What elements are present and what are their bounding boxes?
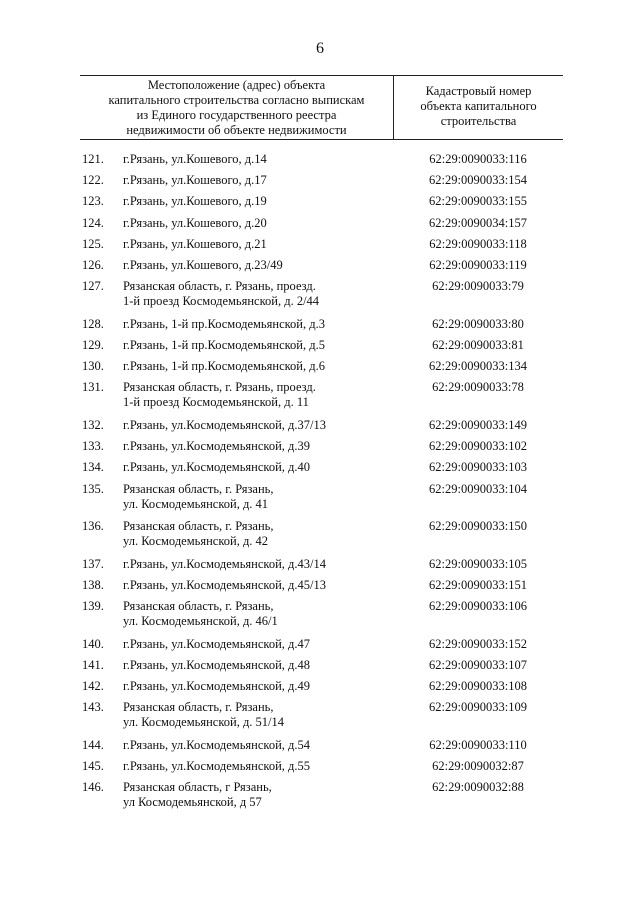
- row-address: [123, 317, 393, 332]
- address-line: г.Рязань, ул.Кошевого, д.14: [123, 152, 267, 166]
- row-number: 131.: [82, 380, 104, 395]
- row-number: 121.: [82, 152, 104, 166]
- address-line: Рязанская область, г. Рязань,: [123, 481, 274, 496]
- address-line: ул. Космодемьянской, д. 46/1: [123, 614, 278, 629]
- row-cadastral-number: 62:29:0090033:155: [429, 194, 527, 209]
- address-line: г.Рязань, 1-й пр.Космодемьянской, д.5: [123, 338, 325, 352]
- cadastral-header-line: строительства: [440, 114, 517, 128]
- address-line: г.Рязань, ул.Кошевого, д.19: [123, 194, 267, 209]
- row-cadastral-number: 62:29:0090033:134: [429, 359, 527, 374]
- address-line: ул Космодемьянской, д 57: [123, 795, 262, 810]
- row-address: [123, 578, 393, 593]
- row-address: [123, 418, 393, 433]
- row-cadastral-number: 62:29:0090033:81: [432, 338, 524, 352]
- address-line: Рязанская область, г. Рязань, проезд.: [123, 380, 316, 395]
- row-cadastral-number: 62:29:0090033:102: [429, 439, 527, 454]
- row-address: [123, 519, 393, 549]
- row-cadastral-number: 62:29:0090034:157: [429, 215, 527, 230]
- address-line: г.Рязань, 1-й пр.Космодемьянской, д.3: [123, 316, 325, 331]
- address-line: Рязанская область, г. Рязань,: [123, 700, 274, 715]
- row-cadastral-number: 62:29:0090033:109: [429, 700, 527, 715]
- row-number: 125.: [82, 236, 104, 251]
- row-address: [123, 482, 393, 512]
- row-cadastral-number: 62:29:0090032:87: [432, 759, 524, 774]
- row-cadastral-number: 62:29:0090033:110: [429, 738, 527, 752]
- row-cadastral-number: 62:29:0090033:104: [429, 481, 527, 496]
- row-number: 133.: [82, 439, 104, 454]
- cadastral-header-line: объекта капитального: [420, 99, 537, 113]
- row-cadastral-number: 62:29:0090033:108: [429, 679, 527, 694]
- address-line: г.Рязань, ул.Космодемьянской, д.45/13: [123, 578, 326, 592]
- row-number: 123.: [82, 194, 104, 209]
- row-address: [123, 759, 393, 774]
- row-number: 126.: [82, 258, 104, 272]
- row-cadastral-number: 62:29:0090033:118: [429, 236, 527, 251]
- row-number: 141.: [82, 658, 104, 672]
- address-line: г.Рязань, ул.Космодемьянской, д.37/13: [123, 418, 326, 432]
- row-number: 138.: [82, 578, 104, 592]
- row-address: [123, 637, 393, 652]
- address-line: ул. Космодемьянской, д. 41: [123, 496, 269, 511]
- address-line: г.Рязань, ул.Космодемьянской, д.49: [123, 679, 310, 694]
- row-number: 139.: [82, 599, 104, 614]
- address-line: г.Рязань, ул.Космодемьянской, д.40: [123, 460, 310, 475]
- address-line: Рязанская область, г Рязань,: [123, 780, 272, 795]
- row-number: 136.: [82, 519, 104, 534]
- row-cadastral-number: 62:29:0090033:79: [432, 279, 524, 294]
- row-address: [123, 258, 393, 273]
- row-number: 143.: [82, 700, 104, 715]
- row-address: [123, 194, 393, 209]
- row-number: 130.: [82, 359, 104, 374]
- address-line: ул. Космодемьянской, д. 42: [123, 534, 269, 549]
- row-address: [123, 658, 393, 673]
- address-line: г.Рязань, ул.Кошевого, д.23/49: [123, 258, 283, 272]
- row-number: 142.: [82, 679, 104, 694]
- location-header-line: капитального строительства согласно выпискам: [108, 93, 365, 107]
- location-column-header: [80, 78, 393, 138]
- row-address: [123, 557, 393, 572]
- cadastral-header-line: Кадастровый номер: [425, 84, 532, 98]
- row-address: [123, 237, 393, 252]
- row-address: [123, 700, 393, 730]
- cadastral-column-header: [394, 84, 563, 129]
- row-cadastral-number: 62:29:0090033:150: [429, 519, 527, 534]
- address-line: г.Рязань, ул.Космодемьянской, д.54: [123, 738, 310, 752]
- address-line: Рязанская область, г. Рязань,: [123, 519, 274, 534]
- address-line: Рязанская область, г. Рязань, проезд.: [123, 279, 316, 294]
- row-cadastral-number: 62:29:0090033:154: [429, 173, 527, 188]
- row-number: 135.: [82, 481, 104, 496]
- location-header-line: из Единого государственного реестра: [136, 108, 337, 122]
- row-address: [123, 599, 393, 629]
- row-address: [123, 738, 393, 753]
- address-line: Рязанская область, г. Рязань,: [123, 599, 274, 614]
- table-header: [80, 75, 563, 140]
- address-line: г.Рязань, 1-й пр.Космодемьянской, д.6: [123, 359, 325, 374]
- row-number: 134.: [82, 460, 104, 475]
- row-number: 140.: [82, 636, 104, 651]
- address-line: г.Рязань, ул.Кошевого, д.20: [123, 215, 267, 230]
- row-address: [123, 338, 393, 353]
- row-number: 132.: [82, 418, 104, 432]
- row-number: 124.: [82, 215, 104, 230]
- address-line: ул. Космодемьянской, д. 51/14: [123, 715, 285, 730]
- address-line: г.Рязань, ул.Космодемьянской, д.39: [123, 439, 310, 454]
- row-number: 144.: [82, 738, 104, 752]
- row-cadastral-number: 62:29:0090033:103: [429, 460, 527, 475]
- row-cadastral-number: 62:29:0090033:152: [429, 636, 527, 651]
- row-number: 128.: [82, 316, 104, 331]
- row-cadastral-number: 62:29:0090033:151: [429, 578, 527, 592]
- address-line: г.Рязань, ул.Космодемьянской, д.47: [123, 636, 310, 651]
- row-address: [123, 380, 393, 410]
- row-address: [123, 279, 393, 309]
- address-line: г.Рязань, ул.Космодемьянской, д.43/14: [123, 556, 326, 571]
- row-cadastral-number: 62:29:0090033:116: [429, 152, 527, 166]
- row-cadastral-number: 62:29:0090033:119: [429, 258, 527, 272]
- address-line: 1-й проезд Космодемьянской, д. 2/44: [123, 294, 320, 309]
- location-header-line: Местоположение (адрес) объекта: [147, 78, 326, 92]
- row-address: [123, 439, 393, 454]
- row-address: [123, 152, 393, 167]
- row-cadastral-number: 62:29:0090033:106: [429, 599, 527, 614]
- row-cadastral-number: 62:29:0090033:80: [432, 316, 524, 331]
- row-number: 127.: [82, 279, 104, 294]
- row-address: [123, 679, 393, 694]
- row-address: [123, 460, 393, 475]
- row-number: 137.: [82, 556, 104, 571]
- row-address: [123, 216, 393, 231]
- row-cadastral-number: 62:29:0090033:78: [432, 380, 524, 395]
- row-cadastral-number: 62:29:0090033:107: [429, 658, 527, 672]
- row-cadastral-number: 62:29:0090032:88: [432, 780, 524, 795]
- address-line: г.Рязань, ул.Космодемьянской, д.48: [123, 658, 310, 672]
- address-line: г.Рязань, ул.Космодемьянской, д.55: [123, 759, 310, 774]
- row-address: [123, 173, 393, 188]
- row-number: 129.: [82, 338, 104, 352]
- address-line: г.Рязань, ул.Кошевого, д.21: [123, 236, 267, 251]
- address-line: 1-й проезд Космодемьянской, д. 11: [123, 395, 309, 410]
- row-cadastral-number: 62:29:0090033:105: [429, 556, 527, 571]
- row-number: 145.: [82, 759, 104, 774]
- location-header-line: недвижимости об объекте недвижимости: [126, 123, 347, 137]
- row-address: [123, 359, 393, 374]
- page-number: 6: [316, 40, 324, 57]
- row-number: 122.: [82, 173, 104, 188]
- address-line: г.Рязань, ул.Кошевого, д.17: [123, 173, 267, 188]
- row-address: [123, 780, 393, 810]
- row-number: 146.: [82, 780, 104, 795]
- row-cadastral-number: 62:29:0090033:149: [429, 418, 527, 432]
